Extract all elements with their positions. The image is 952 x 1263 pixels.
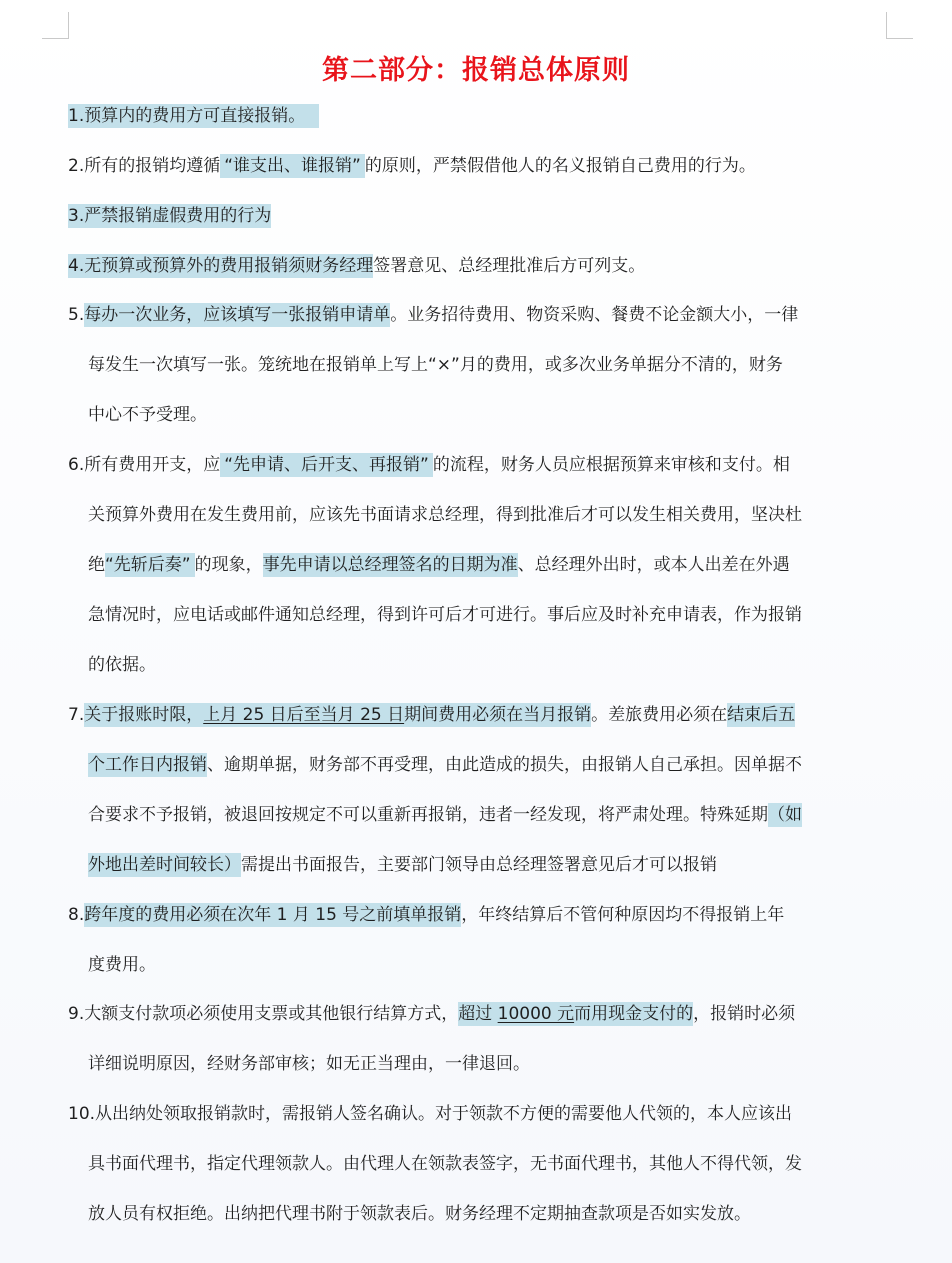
rule-7-line-1 xyxy=(68,701,795,729)
rule-1-highlight: 1.预算内的费用方可直接报销。 xyxy=(68,104,319,128)
rule-9-text-b: 超过 xyxy=(458,1004,498,1024)
rule-6-text-l3e: 、总经理外出时，或本人出差在外遇 xyxy=(517,555,790,575)
rule-7-underline-date: 上月 25 日后至当月 25 日 xyxy=(203,705,405,725)
rule-7-text-l3a: 合要求不予报销，被退回按规定不可以重新再报销，违者一经发现，将严肃处理。特殊延期 xyxy=(88,805,768,825)
rule-6-line-2: 关预算外费用在发生费用前，应该先书面请求总经理，得到批准后才可以发生相关费用，坚决杜 xyxy=(88,505,802,525)
rule-4-highlight: 4.无预算或预算外的费用报销须财务经理 xyxy=(68,256,374,276)
rule-7-highlight-3: 个工作日内报销 xyxy=(88,755,207,775)
rule-3-highlight: 3.严禁报销虚假费用的行为 xyxy=(68,206,272,226)
rule-5-text-c: 。业务招待费用、物资采购、餐费不论金额大小，一律 xyxy=(390,305,799,325)
rule-6-highlight-2: “先斩后奏” xyxy=(105,553,195,577)
rule-6-line-4: 急情况时，应电话或邮件通知总经理，得到许可后才可进行。事后应及时补充申请表，作为报销 xyxy=(88,605,802,625)
rule-6-highlight-3: 事先申请以总经理签名的日期为准 xyxy=(262,555,518,575)
rule-7-highlight-1 xyxy=(84,703,591,727)
rule-6-text-l3c: 的现象， xyxy=(194,555,263,575)
rule-7-line-2 xyxy=(68,751,802,779)
rule-5-highlight: 每办一次业务，应该填写一张报销申请单 xyxy=(84,305,391,325)
rule-2-text-a: 2.所有的报销均遵循 xyxy=(68,156,221,176)
rule-8-text-c: ，年终结算后不管何种原因均不得报销上年 xyxy=(461,905,785,925)
rule-4 xyxy=(68,252,645,280)
rule-6-highlight: “先申请、后开支、再报销” xyxy=(220,453,433,477)
rule-6-line-1 xyxy=(68,451,790,479)
rule-6-text-a: 6.所有费用开支，应 xyxy=(68,455,221,475)
page-title: 第二部分：报销总体原则 xyxy=(322,55,630,86)
rule-7-text-e: 。差旅费用必须在 xyxy=(591,705,728,725)
rule-7-number: 7. xyxy=(68,705,85,725)
rule-7-line-4 xyxy=(68,851,717,879)
rule-7-text-b: 关于报账时限， xyxy=(84,705,204,725)
rule-2 xyxy=(68,152,756,180)
page-corner-mark-right xyxy=(886,12,913,39)
rule-2-text-c: 的原则，严禁假借他人的名义报销自己费用的行为。 xyxy=(364,156,756,176)
rule-10-line-1: 10.从出纳处领取报销款时，需报销人签名确认。对于领款不方便的需要他人代领的，本人应该出 xyxy=(68,1104,793,1124)
rule-8-line-1 xyxy=(68,901,784,929)
rule-1 xyxy=(68,102,319,130)
rule-4-text-b: 签署意见、总经理批准后方可列支。 xyxy=(373,256,646,276)
rule-7-highlight-2: 结束后五 xyxy=(727,705,796,725)
rule-7-text-l2b: 、逾期单据，财务部不再受理，由此造成的损失，由报销人自己承担。因单据不 xyxy=(207,755,802,775)
rule-8-number: 8. xyxy=(68,905,85,925)
rule-10-line-3: 放人员有权拒绝。出纳把代理书附于领款表后。财务经理不定期抽查款项是否如实发放。 xyxy=(88,1204,751,1224)
rule-5-number: 5. xyxy=(68,305,85,325)
rule-7-line-3 xyxy=(68,801,802,829)
rule-8-highlight: 跨年度的费用必须在次年 1 月 15 号之前填单报销 xyxy=(84,905,462,925)
rule-5-line-3: 中心不予受理。 xyxy=(88,405,207,425)
rule-2-highlight: “谁支出、谁报销” xyxy=(220,154,365,178)
rule-9-text-e: ，报销时必须 xyxy=(693,1004,796,1024)
page-corner-mark-left xyxy=(42,12,69,39)
rule-9-line-1 xyxy=(68,1000,795,1028)
rule-9-line-2: 详细说明原因，经财务部审核；如无正当理由，一律退回。 xyxy=(88,1054,530,1074)
rule-6-line-5: 的依据。 xyxy=(88,655,156,675)
rule-7-text-d: 期间费用必须在当月报销 xyxy=(404,705,592,725)
rule-6-text-c: 的流程，财务人员应根据预算来审核和支付。相 xyxy=(432,455,790,475)
rule-9-text-d: 而用现金支付的 xyxy=(574,1004,694,1024)
rule-5-line-2: 每发生一次填写一张。笼统地在报销单上写上“×”月的费用，或多次业务单据分不清的，财务 xyxy=(88,355,783,375)
rule-10-line-2: 具书面代理书，指定代理领款人。由代理人在领款表签字，无书面代理书，其他人不得代领，发 xyxy=(88,1154,802,1174)
rule-7-highlight-4: （如 xyxy=(768,805,802,825)
rule-6-line-3 xyxy=(68,551,790,579)
rule-7-highlight-5: 外地出差时间较长） xyxy=(88,855,241,875)
rule-9-underline-amount: 10000 元 xyxy=(497,1004,575,1024)
rule-5-line-1 xyxy=(68,301,798,329)
rule-9-highlight xyxy=(458,1002,693,1026)
rule-3 xyxy=(68,202,271,230)
rule-7-text-l4b: 需提出书面报告，主要部门领导由总经理签署意见后才可以报销 xyxy=(241,855,717,875)
rule-8-line-2: 度费用。 xyxy=(88,955,156,975)
rule-6-text-l3a: 绝 xyxy=(88,555,105,575)
rule-9-text-a: 9.大额支付款项必须使用支票或其他银行结算方式， xyxy=(68,1004,459,1024)
